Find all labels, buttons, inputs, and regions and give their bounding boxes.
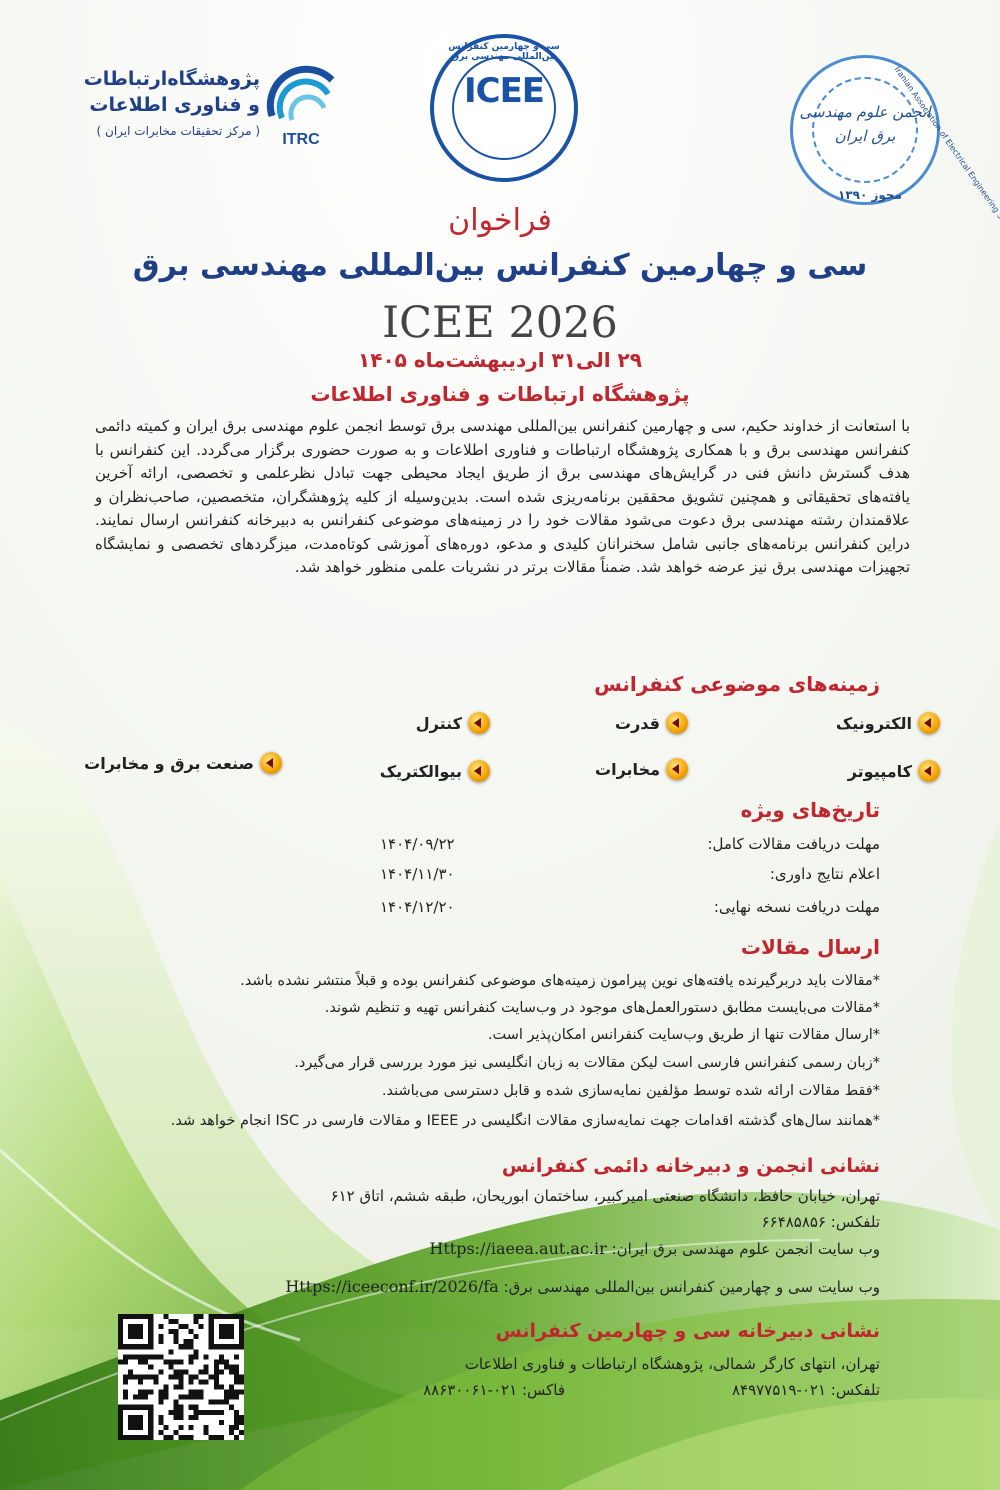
date-label: مهلت دریافت نسخه نهایی: <box>713 898 880 916</box>
date-label: مهلت دریافت مقالات کامل: <box>707 835 880 853</box>
intro-paragraph: با استعانت از خداوند حکیم، سی و چهارمین کنفرانس بین‌المللی مهندسی برق توسط انجمن علوم مهندسی برق ایران و کمیته دائمی کنفرانس مهندسی برق و با همکاری پژوهشگاه ارتباطات و فناوری اطلاعات و به صورت حضوری برگزار می‌گردد. این کنفرانس با هدف گسترش دانش فنی در گرایش‌های مهندسی برق از طریق ایجاد محیطی جهت تبادل نظرعلمی و تخصصی، ارائه آخرین یافته‌های تحقیقاتی و همچنین تشویق محققین برنامه‌ریزی شده است. بدین‌وسیله از کلیه پژوهشگران، متخصصین، صاحب‌نظران و علاقمندان رشته مهندسی برق دعوت می‌شود مقالات خود را در زمینه‌های موضوعی کنفرانس به دبیرخانه کنفرانس ارسال نمایند. دراین کنفرانس برنامه‌های جانبی شامل سخنرانان کلیدی و مدعو، دوره‌های آموزشی کوتاه‌مدت، میزگردهای تخصصی و نمایشگاه تجهیزات مهندسی برق نیز عرضه خواهد شد. ضمناً مقالات برتر در نشریات علمی منظور خواهد شد. <box>95 417 910 576</box>
conference-title: سی و چهارمین کنفرانس بین‌المللی مهندسی برق <box>132 248 868 283</box>
arrow-bullet-icon <box>918 760 940 782</box>
conference-site-link[interactable]: Https://iceeconf.ir/2026/fa <box>285 1277 499 1296</box>
call-title: فراخوان <box>448 203 552 238</box>
secretariat-phone: تلفکس: ۰۲۱-۸۴۹۷۷۵۱۹ <box>731 1381 880 1399</box>
conference-site-label: وب سایت سی و چهارمین کنفرانس بین‌المللی مهندسی برق: <box>503 1278 880 1296</box>
itrc-name-line3: ( مرکز تحقیقات مخابرات ایران ) <box>96 124 260 138</box>
qr-code-icon[interactable] <box>118 1314 244 1440</box>
topic-item <box>615 712 688 734</box>
topic-label: صنعت برق و مخابرات <box>84 753 254 773</box>
topic-item <box>380 760 490 782</box>
topic-item <box>84 752 282 774</box>
topic-label: الکترونیک <box>835 713 912 733</box>
iaees-logo-text-line1: انجمن علوم مهندسی <box>799 103 931 121</box>
date-value: ۱۴۰۴/۱۲/۲۰ <box>380 898 455 916</box>
submission-heading: ارسال مقالات <box>740 935 880 959</box>
submission-rule: *همانند سال‌های گذشته اقدامات جهت نمایه‌سازی مقالات انگلیسی در IEEE و مقالات فارسی در ISC انجام خواهد شد. <box>170 1113 880 1129</box>
association-site <box>429 1239 880 1258</box>
topic-label: قدرت <box>614 713 660 733</box>
arrow-bullet-icon <box>260 752 282 774</box>
dates-heading: تاریخ‌های ویژه <box>740 798 880 822</box>
topic-item <box>595 758 688 780</box>
itrc-name-line2: و فناوری اطلاعات <box>89 94 260 116</box>
secretariat-fax: فاکس: ۰۲۱-۸۸۶۳۰۰۶۱ <box>423 1381 565 1399</box>
association-site-label: وب سایت انجمن علوم مهندسی برق ایران: <box>611 1240 880 1258</box>
association-address: تهران، خیابان حافظ، دانشگاه صنعتی امیرکبیر، ساختمان ابوریحان، طبقه ششم، اتاق ۶۱۲ <box>330 1187 880 1205</box>
secretariat-address: تهران، انتهای کارگر شمالی، پژوهشگاه ارتباطات و فناوری اطلاعات <box>464 1355 880 1373</box>
itrc-logo <box>262 58 340 150</box>
association-phone: تلفکس: ۶۶۴۸۵۸۵۶ <box>761 1213 880 1231</box>
itrc-logo-abbr: ITRC <box>282 131 320 148</box>
association-site-link[interactable]: Https://iaeea.aut.ac.ir <box>429 1239 607 1258</box>
itrc-name-line1: پژوهشگاه‌ارتباطات <box>83 68 260 90</box>
iaees-logo <box>790 55 945 205</box>
arrow-bullet-icon <box>666 712 688 734</box>
arrow-bullet-icon <box>468 760 490 782</box>
date-value: ۱۴۰۴/۰۹/۲۲ <box>380 835 455 853</box>
arrow-bullet-icon <box>468 712 490 734</box>
arrow-bullet-icon <box>918 712 940 734</box>
iaees-permit: مجوز ۱۳۹۰ <box>838 188 902 202</box>
conference-site <box>285 1277 880 1296</box>
submission-rule: *مقالات می‌بایست مطابق دستورالعمل‌های موجود در وب‌سایت کنفرانس تهیه و تنظیم شوند. <box>324 1000 880 1016</box>
association-address-heading: نشانی انجمن و دبیرخانه دائمی کنفرانس <box>501 1155 880 1177</box>
icee-logo-ring-text: سی و چهارمین کنفرانس بین‌المللی مهندسی برق <box>448 42 560 62</box>
submission-rule: *زبان رسمی کنفرانس فارسی است لیکن مقالات به زبان انگلیسی نیز مورد بررسی قرار می‌گیرد. <box>294 1055 880 1071</box>
topic-label: بیوالکتریک <box>379 761 462 781</box>
submission-rule: *مقالات باید دربرگیرنده یافته‌های نوین پیرامون زمینه‌های موضوعی کنفرانس بوده و قبلاً منتشر نشده باشد. <box>240 973 880 989</box>
conference-acronym: ICEE 2026 <box>382 298 618 348</box>
secretariat-address-heading: نشانی دبیرخانه سی و چهارمین کنفرانس <box>495 1320 880 1342</box>
date-label: اعلام نتایج داوری: <box>769 865 880 883</box>
submission-rule: *فقط مقالات ارائه شده توسط مؤلفین نمایه‌سازی شده و قابل دسترسی می‌باشند. <box>381 1083 880 1099</box>
date-value: ۱۴۰۴/۱۱/۳۰ <box>380 865 455 883</box>
icee-logo <box>430 34 578 182</box>
topic-item <box>416 712 490 734</box>
iaees-logo-text-line2: برق ایران <box>834 127 896 145</box>
topic-label: مخابرات <box>595 759 660 779</box>
submission-rule: *ارسال مقالات تنها از طریق وب‌سایت کنفرانس امکان‌پذیر است. <box>487 1027 880 1043</box>
topic-label: کنترل <box>415 713 462 733</box>
topic-item <box>836 712 940 734</box>
itrc-name <box>80 66 260 138</box>
topic-item <box>848 760 940 782</box>
conference-host: پژوهشگاه ارتباطات و فناوری اطلاعات <box>310 382 690 406</box>
icee-logo-mark: ICEE <box>463 71 545 111</box>
topics-heading: زمینه‌های موضوعی کنفرانس <box>594 672 880 696</box>
topic-label: کامپیوتر <box>847 761 912 781</box>
arrow-bullet-icon <box>666 758 688 780</box>
conference-date: ۲۹ الی۳۱ اردیبهشت‌ماه ۱۴۰۵ <box>358 348 642 372</box>
